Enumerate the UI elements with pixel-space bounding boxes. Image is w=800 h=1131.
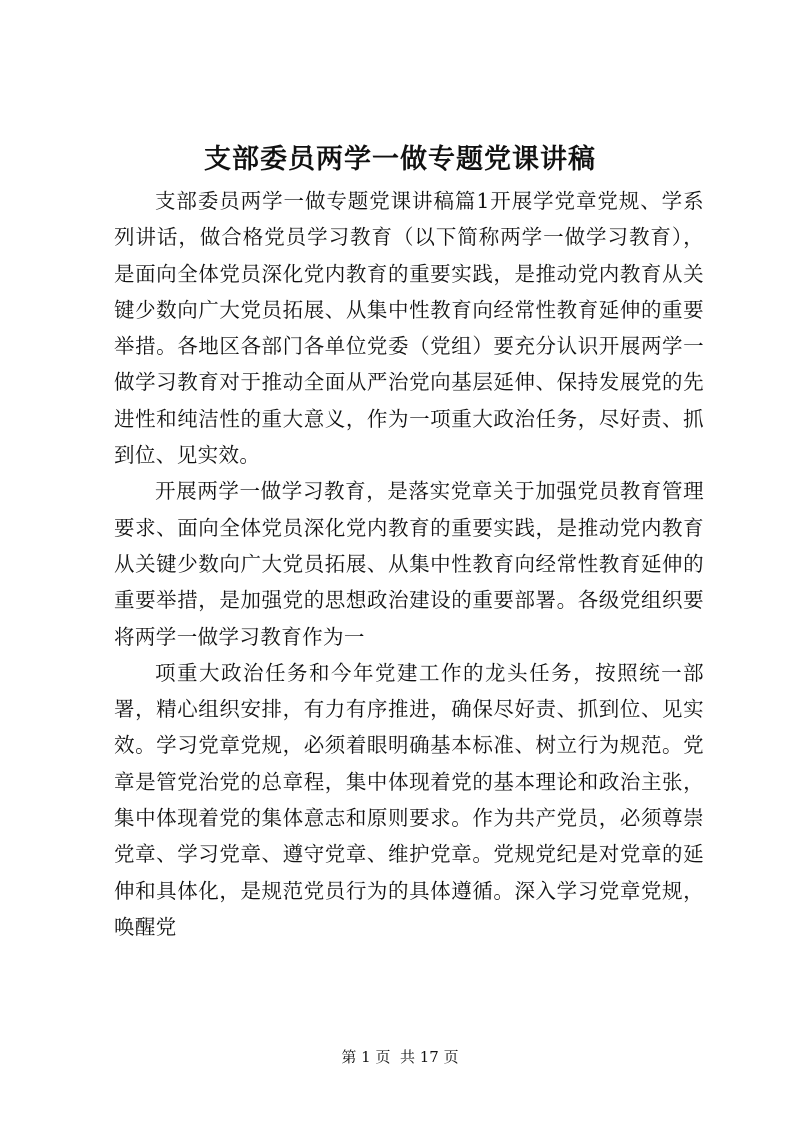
- paragraph-1: 支部委员两学一做专题党课讲稿篇1开展学党章党规、学系列讲话，做合格党员学习教育（以下简称两学一做学习教育），是面向全体党员深化党内教育的重要实践，是推动党内教育从关键少数向广大党员拓展、从集中性教育向经常性教育延伸的重要举措。各地区各部门各单位党委（党组）要充分认识开展两学一做学习教育对于推动全面从严治党向基层延伸、保持发展党的先进性和纯洁性的重大意义，作为一项重大政治任务，尽好责、抓到位、见实效。: [114, 189, 704, 468]
- paragraph-3: 项重大政治任务和今年党建工作的龙头任务，按照统一部署，精心组织安排，有力有序推进，确保尽好责、抓到位、见实效。学习党章党规，必须着眼明确基本标准、树立行为规范。党章是管党治党的总章程，集中体现着党的基本理论和政治主张，集中体现着党的集体意志和原则要求。作为共产党员，必须尊崇党章、学习党章、遵守党章、维护党章。党规党纪是对党章的延伸和具体化，是规范党员行为的具体遵循。深入学习党章党规，唤醒党: [114, 660, 704, 939]
- document-title: 支部委员两学一做专题党课讲稿: [204, 144, 596, 175]
- document-body: [114, 183, 704, 945]
- page-number-footer: 第 1 页 共 17 页: [341, 1048, 459, 1066]
- paragraph-2: 开展两学一做学习教育，是落实党章关于加强党员教育管理要求、面向全体党员深化党内教育的重要实践，是推动党内教育从关键少数向广大党员拓展、从集中性教育向经常性教育延伸的重要举措，是加强党的思想政治建设的重要部署。各级党组织要将两学一做学习教育作为一: [114, 479, 704, 649]
